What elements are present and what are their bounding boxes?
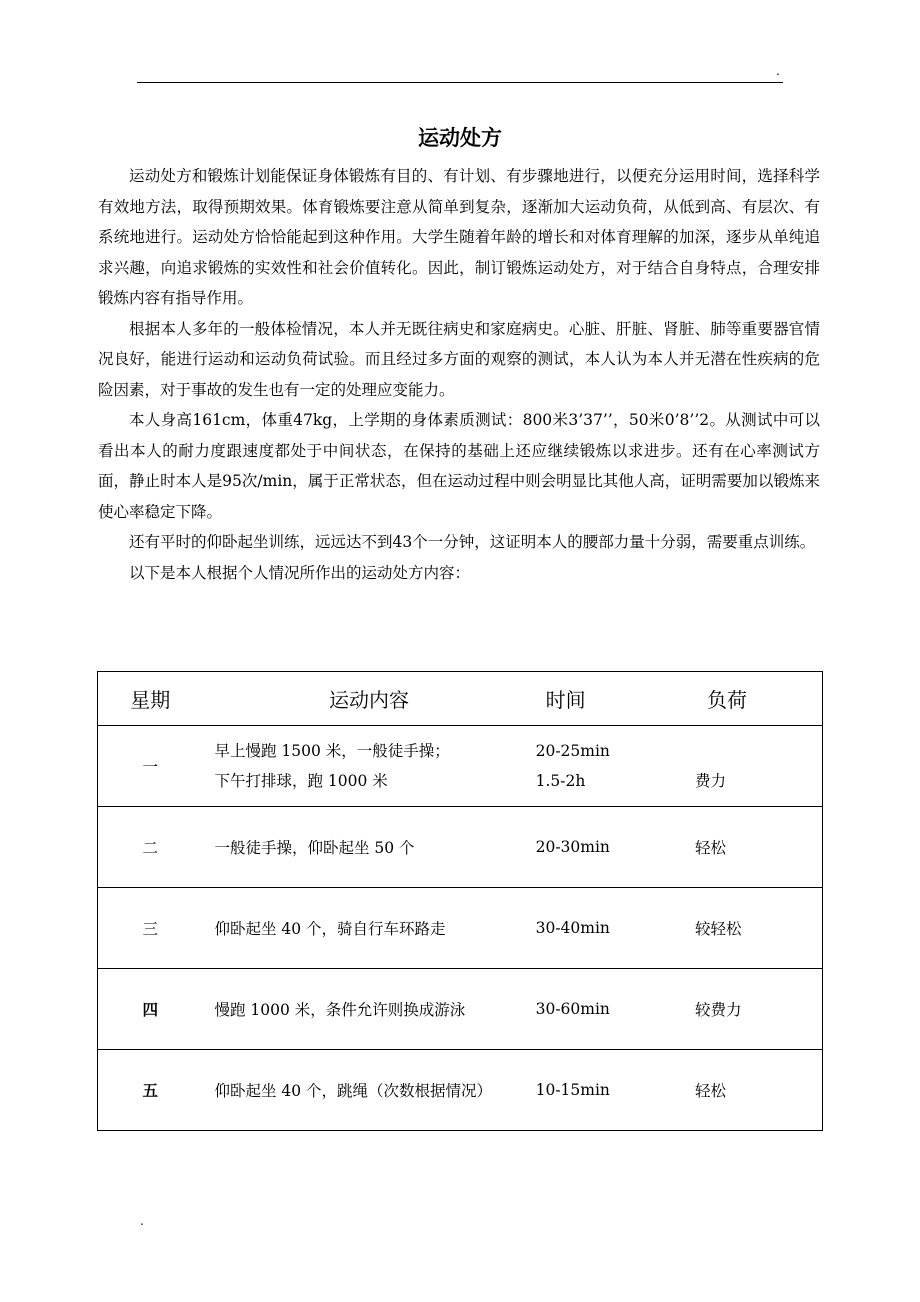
cell-line: 1.5-2h	[535, 772, 586, 790]
exercise-schedule-table	[97, 671, 823, 1131]
cell-load: 较费力	[695, 969, 823, 1050]
cell-load	[695, 726, 823, 807]
cell-day: 二	[98, 807, 203, 888]
cell-line: 下午打排球，跑 1000 米	[214, 772, 388, 790]
paragraph: 运动处方和锻炼计划能保证身体锻炼有目的、有计划、有步骤地进行，以便充分运用时间，选择科学有效地方法，取得预期效果。体育锻炼要注意从简单到复杂，逐渐加大运动负荷，从低到高、有层次、有系统地进行。运动处方恰恰能起到这种作用。大学生随着年龄的增长和对体育理解的加深，逐步从单纯追求兴趣，向追求锻炼的实效性和社会价值转化。因此，制订锻炼运动处方，对于结合自身特点，合理安排锻炼内容有指导作用。	[98, 167, 820, 307]
cell-line: 费力	[694, 772, 726, 790]
cell-content: 慢跑 1000 米，条件允许则换成游泳	[202, 969, 535, 1050]
table-row	[98, 807, 823, 888]
header-rule	[137, 82, 783, 83]
header-mark: .	[776, 64, 780, 78]
cell-content: 一般徒手操，仰卧起坐 50 个	[202, 807, 535, 888]
cell-day: 四	[98, 969, 203, 1050]
page-title: 运动处方	[418, 126, 502, 150]
cell-day: 一	[98, 726, 203, 807]
cell-time: 10-15min	[536, 1050, 695, 1131]
footer-mark: .	[140, 1214, 144, 1228]
header-content: 运动内容	[202, 672, 535, 726]
cell-day: 五	[98, 1050, 203, 1131]
table-row	[98, 726, 823, 807]
body-text	[98, 161, 820, 588]
cell-day: 三	[98, 888, 203, 969]
cell-time: 20-30min	[536, 807, 695, 888]
cell-line: 20-25min	[535, 742, 610, 760]
header-time: 时间	[536, 672, 695, 726]
cell-load: 较轻松	[695, 888, 823, 969]
paragraph: 还有平时的仰卧起坐训练，远远达不到43个一分钟，这证明本人的腰部力量十分弱，需要重点训练。	[129, 533, 816, 551]
table-row	[98, 1050, 823, 1131]
cell-time: 30-40min	[536, 888, 695, 969]
cell-line	[695, 736, 822, 766]
table-header-row	[98, 672, 823, 726]
paragraph: 本人身高161cm，体重47kg，上学期的身体素质测试：800米3’37’’，50米0’8’’2。从测试中可以看出本人的耐力度跟速度都处于中间状态，在保持的基础上还应继续锻炼以求进步。还有在心率测试方面，静止时本人是95次/min，属于正常状态，但在运动过程中则会明显比其他人高，证明需要加以锻炼来使心率稳定下降。	[98, 411, 820, 521]
header-day: 星期	[98, 672, 203, 726]
cell-content: 仰卧起坐 40 个，跳绳（次数根据情况）	[202, 1050, 535, 1131]
cell-load: 轻松	[695, 807, 823, 888]
paragraph: 以下是本人根据个人情况所作出的运动处方内容：	[129, 563, 471, 582]
paragraph: 根据本人多年的一般体检情况，本人并无既往病史和家庭病史。心脏、肝脏、肾脏、肺等重要器官情况良好，能进行运动和运动负荷试验。而且经过多方面的观察的测试，本人认为本人并无潜在性疾病的危险因素，对于事故的发生也有一定的处理应变能力。	[98, 319, 820, 399]
cell-content: 仰卧起坐 40 个，骑自行车环路走	[202, 888, 535, 969]
cell-time	[536, 726, 695, 807]
header-load: 负荷	[695, 672, 823, 726]
cell-load: 轻松	[695, 1050, 823, 1131]
cell-time: 30-60min	[536, 969, 695, 1050]
table-row	[98, 969, 823, 1050]
cell-content	[202, 726, 535, 807]
cell-line: 早上慢跑 1500 米，一般徒手操；	[214, 742, 450, 760]
table-row	[98, 888, 823, 969]
